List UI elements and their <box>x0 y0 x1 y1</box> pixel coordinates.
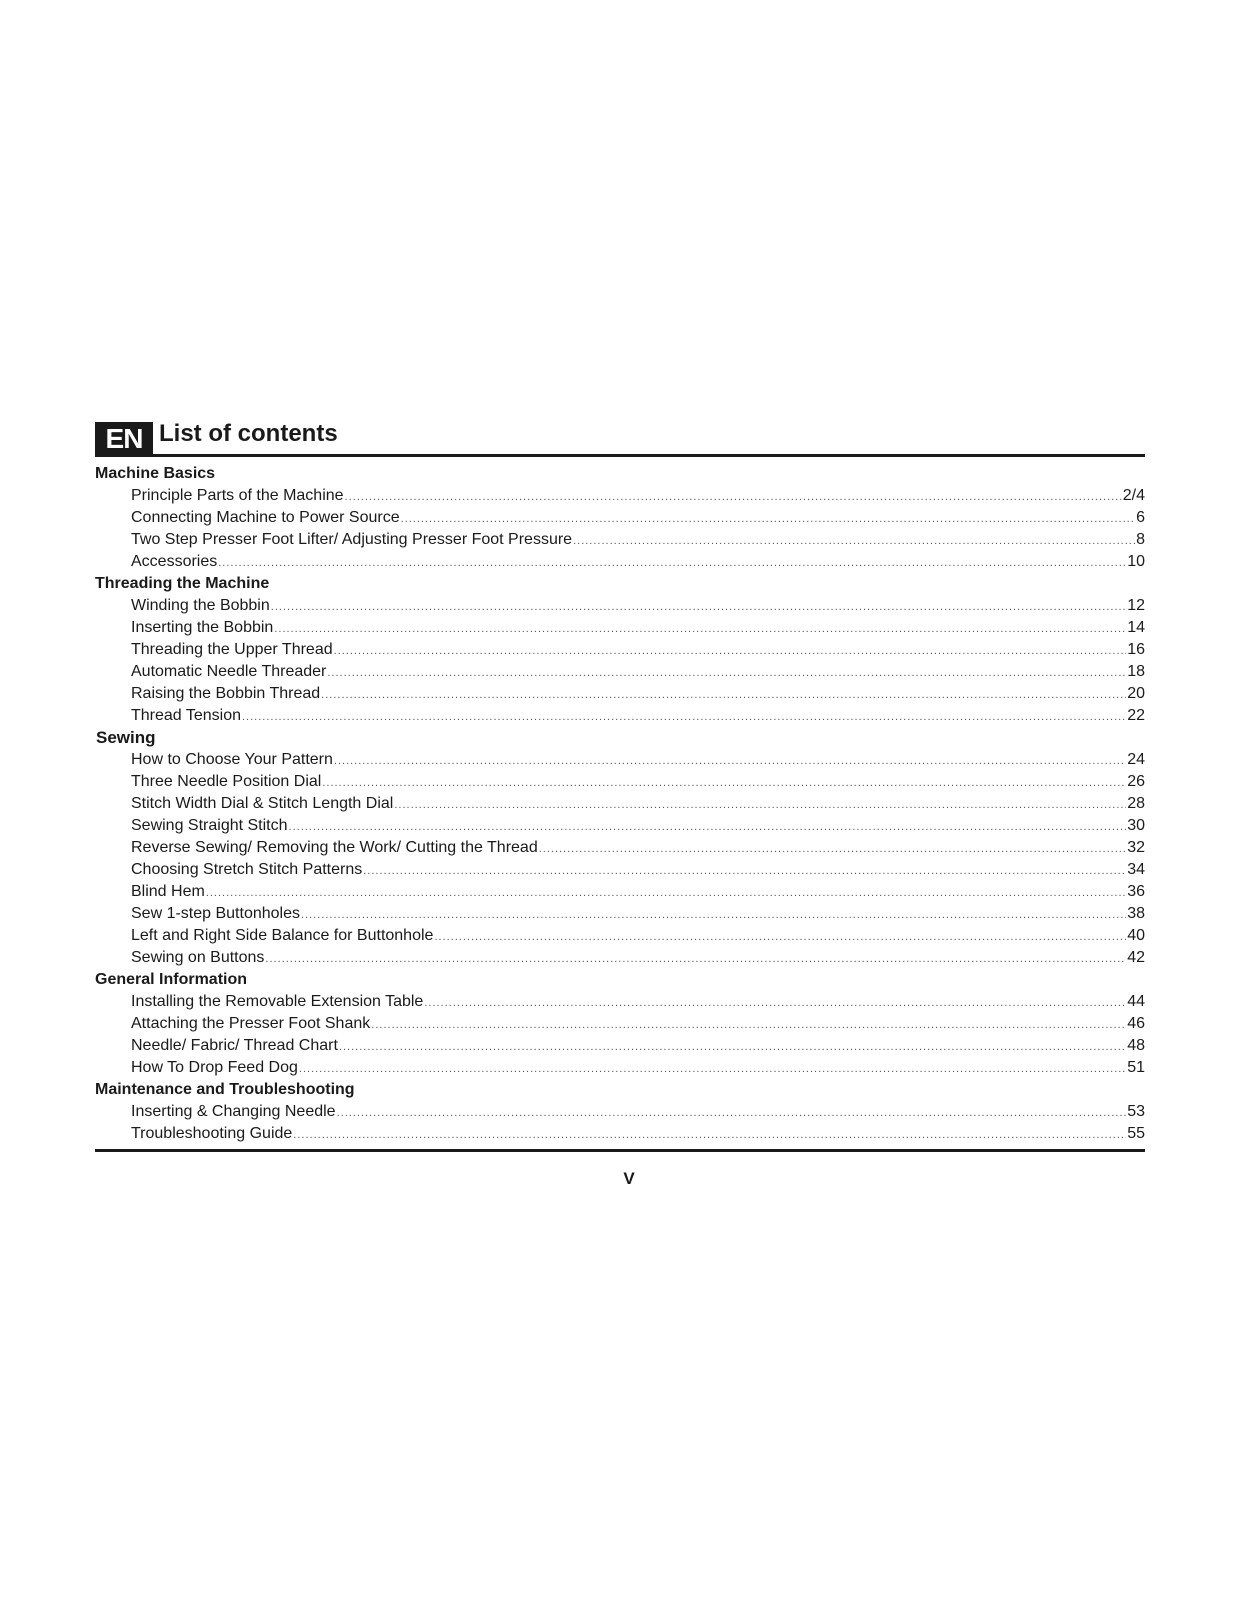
dot-leader <box>301 904 1126 926</box>
toc-entry[interactable] <box>95 815 1145 837</box>
section-title: General Information <box>95 971 248 988</box>
section-title: Sewing <box>96 728 156 747</box>
dot-leader <box>424 992 1126 1014</box>
toc-header <box>95 419 1145 457</box>
entry-label: Inserting & Changing Needle <box>131 1103 336 1120</box>
entry-label: Troubleshooting Guide <box>131 1125 293 1142</box>
toc-entry[interactable] <box>95 683 1145 705</box>
dot-leader <box>321 684 1126 706</box>
toc-entry[interactable] <box>95 485 1145 507</box>
entry-page: 51 <box>1127 1059 1145 1076</box>
toc-section-maintenance <box>95 1079 1145 1145</box>
entry-label: Accessories <box>131 553 218 570</box>
dot-leader <box>363 860 1126 882</box>
toc-entry[interactable] <box>95 661 1145 683</box>
toc-entry[interactable] <box>95 1035 1145 1057</box>
toc-entry[interactable] <box>95 1101 1145 1123</box>
entry-label: Stitch Width Dial & Stitch Length Dial <box>131 795 394 812</box>
entry-page: 32 <box>1127 839 1145 856</box>
entry-page: 42 <box>1127 949 1145 966</box>
entry-label: Sewing on Buttons <box>131 949 265 966</box>
entry-label: Sewing Straight Stitch <box>131 817 288 834</box>
dot-leader <box>339 1036 1126 1058</box>
entry-page: 24 <box>1127 751 1145 768</box>
entry-label: Attaching the Presser Foot Shank <box>131 1015 371 1032</box>
toc-entry[interactable] <box>95 771 1145 793</box>
dot-leader <box>289 816 1127 838</box>
entry-page: 34 <box>1127 861 1145 878</box>
toc-entry[interactable] <box>95 551 1145 573</box>
toc-entry[interactable] <box>95 991 1145 1013</box>
entry-page: 55 <box>1127 1125 1145 1142</box>
entry-page: 6 <box>1136 509 1145 526</box>
entry-label: Inserting the Bobbin <box>131 619 274 636</box>
dot-leader <box>539 838 1126 860</box>
dot-leader <box>218 552 1126 574</box>
entry-page: 20 <box>1127 685 1145 702</box>
toc-entry[interactable] <box>95 1057 1145 1079</box>
toc-entry[interactable] <box>95 881 1145 903</box>
dot-leader <box>345 486 1122 508</box>
toc-entry[interactable] <box>95 859 1145 881</box>
entry-label: Threading the Upper Thread <box>131 641 333 658</box>
section-title: Machine Basics <box>95 465 216 482</box>
toc-entry[interactable] <box>95 595 1145 617</box>
dot-leader <box>274 618 1126 640</box>
dot-leader <box>271 596 1126 618</box>
entry-label: Needle/ Fabric/ Thread Chart <box>131 1037 338 1054</box>
entry-page: 22 <box>1127 707 1145 724</box>
toc-entry[interactable] <box>95 925 1145 947</box>
entry-label: Blind Hem <box>131 883 205 900</box>
dot-leader <box>265 948 1126 970</box>
toc-entry[interactable] <box>95 793 1145 815</box>
toc-section-general-information <box>95 969 1145 1079</box>
entry-label: Left and Right Side Balance for Buttonhole <box>131 927 434 944</box>
entry-label: Choosing Stretch Stitch Patterns <box>131 861 363 878</box>
page-number: V <box>623 1169 635 1188</box>
entry-page: 8 <box>1136 531 1145 548</box>
toc-entry[interactable] <box>95 837 1145 859</box>
entry-page: 48 <box>1127 1037 1145 1054</box>
entry-label: Principle Parts of the Machine <box>131 487 344 504</box>
section-title: Maintenance and Troubleshooting <box>95 1081 355 1098</box>
entry-page: 26 <box>1127 773 1145 790</box>
toc-entry[interactable] <box>95 903 1145 925</box>
toc-entry[interactable] <box>95 507 1145 529</box>
entry-page: 44 <box>1127 993 1145 1010</box>
toc-entry[interactable] <box>95 529 1145 551</box>
toc-entry[interactable] <box>95 1123 1145 1145</box>
entry-label: Raising the Bobbin Thread <box>131 685 321 702</box>
entry-page: 14 <box>1127 619 1145 636</box>
entry-page: 28 <box>1127 795 1145 812</box>
table-of-contents <box>95 463 1145 1145</box>
entry-page: 30 <box>1127 817 1145 834</box>
dot-leader <box>299 1058 1126 1080</box>
entry-label: Three Needle Position Dial <box>131 773 322 790</box>
dot-leader <box>394 794 1126 816</box>
entry-label: Connecting Machine to Power Source <box>131 509 400 526</box>
entry-label: Sew 1-step Buttonholes <box>131 905 300 922</box>
toc-entry[interactable] <box>95 1013 1145 1035</box>
toc-entry[interactable] <box>95 639 1145 661</box>
dot-leader <box>206 882 1126 904</box>
dot-leader <box>401 508 1136 530</box>
toc-entry[interactable] <box>95 617 1145 639</box>
toc-section-machine-basics <box>95 463 1145 573</box>
toc-entry[interactable] <box>95 705 1145 727</box>
dot-leader <box>573 530 1135 552</box>
entry-page: 12 <box>1127 597 1145 614</box>
entry-page: 36 <box>1127 883 1145 900</box>
entry-label: Two Step Presser Foot Lifter/ Adjusting Presser Foot Pressure <box>131 531 573 548</box>
entry-page: 46 <box>1127 1015 1145 1032</box>
entry-page: 53 <box>1127 1103 1145 1120</box>
entry-page: 10 <box>1127 553 1145 570</box>
entry-label: Winding the Bobbin <box>131 597 270 614</box>
dot-leader <box>334 750 1126 772</box>
entry-label: Installing the Removable Extension Table <box>131 993 424 1010</box>
dot-leader <box>337 1102 1127 1124</box>
language-badge: EN <box>95 422 153 454</box>
dot-leader <box>322 772 1126 794</box>
entry-page: 40 <box>1127 927 1145 944</box>
page-title: List of contents <box>159 420 338 447</box>
bottom-divider <box>95 1149 1145 1152</box>
entry-page: 2/4 <box>1122 487 1145 504</box>
toc-section-sewing <box>95 727 1145 969</box>
toc-section-threading <box>95 573 1145 727</box>
dot-leader <box>327 662 1126 684</box>
entry-page: 38 <box>1127 905 1145 922</box>
section-title: Threading the Machine <box>95 575 270 592</box>
entry-label: How To Drop Feed Dog <box>131 1059 298 1076</box>
dot-leader <box>242 706 1126 728</box>
entry-page: 18 <box>1127 663 1145 680</box>
entry-page: 16 <box>1127 641 1145 658</box>
toc-entry[interactable] <box>95 947 1145 969</box>
dot-leader <box>434 926 1126 948</box>
entry-label: How to Choose Your Pattern <box>131 751 333 768</box>
dot-leader <box>371 1014 1126 1036</box>
dot-leader <box>293 1124 1126 1146</box>
toc-entry[interactable] <box>95 749 1145 771</box>
entry-label: Reverse Sewing/ Removing the Work/ Cutting the Thread <box>131 839 538 856</box>
entry-label: Automatic Needle Threader <box>131 663 327 680</box>
dot-leader <box>334 640 1127 662</box>
entry-label: Thread Tension <box>131 707 241 724</box>
